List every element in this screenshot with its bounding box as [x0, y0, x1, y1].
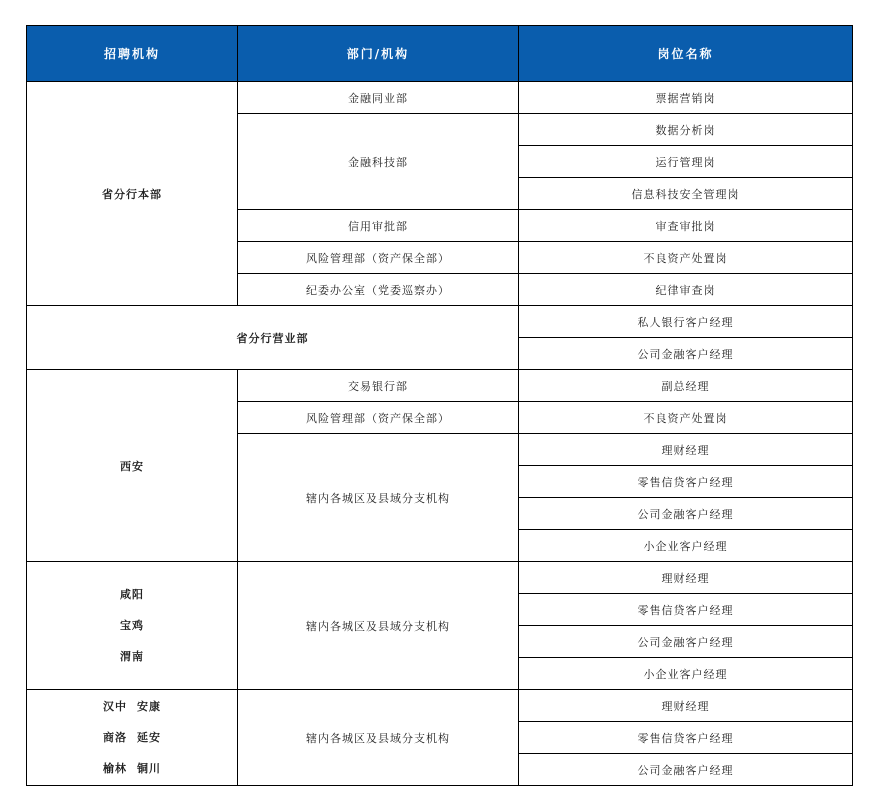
position-cell: 公司金融客户经理 [519, 754, 853, 786]
dept-cell: 风险管理部（资产保全部） [238, 242, 519, 274]
position-cell: 小企业客户经理 [519, 530, 853, 562]
org-name: 汉中 [103, 700, 127, 713]
position-cell: 审查审批岗 [519, 210, 853, 242]
org-name: 安康 [137, 700, 161, 713]
dept-cell: 辖内各城区及县域分支机构 [238, 562, 519, 690]
org-name: 咸阳 [120, 588, 144, 601]
position-cell: 零售信贷客户经理 [519, 594, 853, 626]
position-cell: 纪律审查岗 [519, 274, 853, 306]
org-group4 [27, 690, 238, 786]
header-org: 招聘机构 [27, 26, 238, 82]
position-cell: 理财经理 [519, 434, 853, 466]
table-row [27, 370, 853, 402]
dept-cell: 辖内各城区及县域分支机构 [238, 690, 519, 786]
position-cell: 数据分析岗 [519, 114, 853, 146]
header-position: 岗位名称 [519, 26, 853, 82]
position-cell: 运行管理岗 [519, 146, 853, 178]
table-row [27, 562, 853, 594]
org-name: 商洛 [103, 731, 127, 744]
org-branch-ops: 省分行营业部 [27, 306, 519, 370]
position-cell: 公司金融客户经理 [519, 338, 853, 370]
dept-cell: 金融科技部 [238, 114, 519, 210]
org-name: 延安 [137, 731, 161, 744]
position-cell: 零售信贷客户经理 [519, 466, 853, 498]
position-cell: 信息科技安全管理岗 [519, 178, 853, 210]
recruitment-table [26, 25, 853, 786]
org-name: 宝鸡 [120, 619, 144, 632]
table-row [27, 82, 853, 114]
org-pair [27, 722, 237, 753]
dept-cell: 金融同业部 [238, 82, 519, 114]
position-cell: 小企业客户经理 [519, 658, 853, 690]
dept-cell: 交易银行部 [238, 370, 519, 402]
position-cell: 理财经理 [519, 562, 853, 594]
org-name: 渭南 [120, 650, 144, 663]
position-cell: 票据营销岗 [519, 82, 853, 114]
org-name: 铜川 [137, 762, 161, 775]
org-name: 榆林 [103, 762, 127, 775]
header-dept: 部门/机构 [238, 26, 519, 82]
position-cell: 公司金融客户经理 [519, 498, 853, 530]
dept-cell: 信用审批部 [238, 210, 519, 242]
dept-cell: 纪委办公室（党委巡察办） [238, 274, 519, 306]
dept-cell: 辖内各城区及县域分支机构 [238, 434, 519, 562]
position-cell: 不良资产处置岗 [519, 242, 853, 274]
org-hq: 省分行本部 [27, 82, 238, 306]
org-xian: 西安 [27, 370, 238, 562]
position-cell: 理财经理 [519, 690, 853, 722]
org-pair [27, 753, 237, 784]
header-row [27, 26, 853, 82]
position-cell: 不良资产处置岗 [519, 402, 853, 434]
position-cell: 零售信贷客户经理 [519, 722, 853, 754]
position-cell: 公司金融客户经理 [519, 626, 853, 658]
org-group3 [27, 562, 238, 690]
dept-cell: 风险管理部（资产保全部） [238, 402, 519, 434]
position-cell: 私人银行客户经理 [519, 306, 853, 338]
table-row [27, 690, 853, 722]
table-row [27, 306, 853, 338]
org-pair [27, 691, 237, 722]
position-cell: 副总经理 [519, 370, 853, 402]
